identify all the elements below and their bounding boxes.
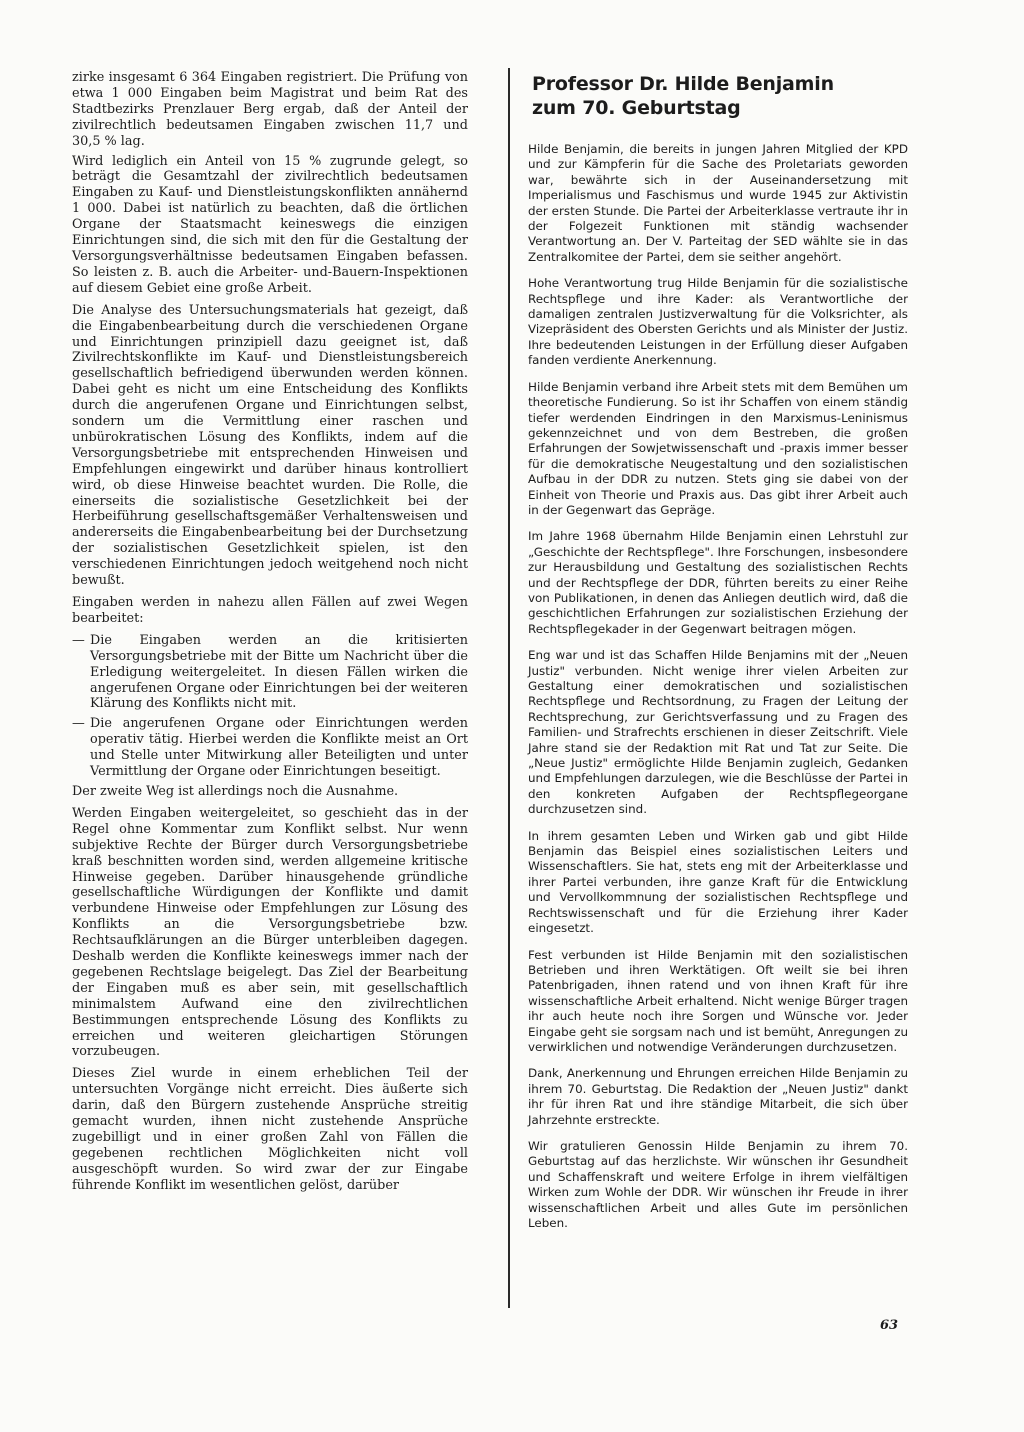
article-headline <box>532 72 908 120</box>
paragraph: Die Analyse des Untersuchungsmaterials hat gezeigt, daß die Eingabenbearbeitung durch die verschiedenen Organe und Einrichtungen prinzipiell dazu geeignet ist, daß Zivilrechtskonflikte im Kauf- und Dienstleistungsbereich gesellschaftlich befriedigend überwunden werden können. Dabei geht es nicht um eine Entscheidung des Konflikts durch die angerufenen Organe und Einrichtungen selbst, sondern um die Vermittlung einer raschen und unbürokratischen Lösung des Konflikts, indem auf die Versorgungsbetriebe mit entsprechenden Hinweisen und Empfehlungen eingewirkt und darüber hinaus kontrolliert wird, ob diese Hinweise beachtet wurden. Die Rolle, die einerseits die sozialistische Gesetzlichkeit bei der Herbeiführung gesellschaftsgemäßer Verhaltensweisen und andererseits die Eingabenbearbeitung bei der Durchsetzung der sozialistischen Gesetzlichkeit spielen, ist den verschiedenen Einrichtungen jedoch weitgehend noch nicht bewußt. <box>72 302 468 589</box>
left-column <box>72 70 468 1200</box>
paragraph: Eng war und ist das Schaffen Hilde Benjamins mit der „Neuen Justiz" verbunden. Nicht wenige ihrer vielen Arbeiten zur Gestaltung einer demokratischen und sozialistischen Rechtspflege und Rechtsordnung, zu Fragen der Leitung der Rechtsprechung, zur Gerichtsverfassung und zu Fragen des Familien- und Strafrechts erschienen in dieser Zeitschrift. Viele Jahre stand sie der Redaktion mit Rat und Tat zur Seite. Die „Neue Justiz" ermöglichte Hilde Benjamin zugleich, Gedanken und Empfehlungen darzulegen, wie die Beschlüsse der Partei in den konkreten Aufgaben der Rechtspflegeorgane durchzusetzen sind. <box>528 648 908 817</box>
bullet-list <box>72 633 468 780</box>
dash-marker: — <box>72 716 85 732</box>
paragraph: Der zweite Weg ist allerdings noch die Ausnahme. <box>72 783 399 799</box>
page-number: 63 <box>880 1318 899 1333</box>
paragraph: Werden Eingaben weitergeleitet, so geschieht das in der Regel ohne Kommentar zum Konflikt selbst. Nur wenn subjektive Rechte der Bürger durch Versorgungsbetriebe kraß beschnitten worden sind, werden allgemeine kritische Hinweise gegeben. Darüber hinausgehende gründliche gesellschaftliche Würdigungen der Konflikte und damit verbundene Hinweise oder Empfehlungen zur Lösung des Konflikts an die Versorgungsbetriebe bzw. Rechtsaufklärungen an die Bürger unterbleiben dagegen. Deshalb werden die Konflikte keineswegs immer nach der gegebenen Rechtslage beigelegt. Das Ziel der Bearbeitung der Eingaben muß es aber sein, mit gesellschaftlich minimalstem Aufwand eine den zivilrechtlichen Bestimmungen entsprechende Lösung des Konflikts zu erreichen und weiteren gleichartigen Störungen vorzubeugen. <box>72 805 468 1060</box>
dash-marker: — <box>72 632 85 648</box>
paragraph: Hilde Benjamin verband ihre Arbeit stets mit dem Bemühen um theoretische Fundierung. So ist ihr Schaffen von einem ständig tiefer werdenden Eindringen in den Marxismus-Leninismus gekennzeichnet und von dem Bestreben, die großen Erfahrungen der Sowjetwissenschaft und -praxis immer besser für die demokratische Neugestaltung und den sozialistischen Aufbau in der DDR zu nutzen. Stets ging sie dabei von der Einheit von Theorie und Praxis aus. Das gibt ihrer Arbeit auch in der Gegenwart das Gepräge. <box>528 379 908 517</box>
list-item-text: Die angerufenen Organe oder Einrichtungen werden operativ tätig. Hierbei werden die Konflikte meist an Ort und Stelle unter Mitwirkung aller Beteiligten und unter Vermittlung der Organe oder Einrichtungen beseitigt. <box>90 716 468 780</box>
paragraph: Dieses Ziel wurde in einem erheblichen Teil der untersuchten Vorgänge nicht erreicht. Dies äußerte sich darin, daß den Bürgern zustehende Ansprüche streitig gemacht wurden, ihnen nicht zustehende Ansprüche zugebilligt und in einer großen Zahl von Fällen die gegebenen rechtlichen Möglichkeiten nicht voll ausgeschöpft wurden. So wird zwar der zur Eingabe führende Konflikt im wesentlichen gelöst, darüber <box>72 1066 468 1193</box>
column-divider <box>508 68 510 1308</box>
paragraph: In ihrem gesamten Leben und Wirken gab und gibt Hilde Benjamin das Beispiel eines sozialistischen Leiters und Wissenschaftlers. Sie hat, stets eng mit der Arbeiterklasse und ihrer Partei verbunden, ihre ganze Kraft für die Entwicklung und Vervollkommnung der sozialistischen Rechtspflege und Rechtswissenschaft und für die Erziehung ihrer Kader eingesetzt. <box>528 828 908 936</box>
paragraph: zirke insgesamt 6 364 Eingaben registriert. Die Prüfung von etwa 1 000 Eingaben beim Magistrat und beim Rat des Stadtbezirks Prenzlauer Berg ergab, daß der Anteil der zivilrechtlich bedeutsamen Eingaben zwischen 11,7 und 30,5 % lag. <box>72 70 468 149</box>
headline-line: Professor Dr. Hilde Benjamin <box>532 73 834 95</box>
list-item-text: Die Eingaben werden an die kritisierten Versorgungsbetriebe mit der Bitte um Nachricht über die Erledigung weitergeleitet. In diesen Fällen wirken die angerufenen Organe oder Einrichtungen bei der weiteren Klärung des Konflikts nicht mit. <box>90 632 468 712</box>
list-item <box>72 716 468 780</box>
paragraph: Dank, Anerkennung und Ehrungen erreichen Hilde Benjamin zu ihrem 70. Geburtstag. Die Redaktion der „Neuen Justiz" dankt ihr für ihren Rat und ihre ständige Mitarbeit, die sich über Jahrzehnte erstreckte. <box>528 1066 908 1127</box>
paragraph: Hilde Benjamin, die bereits in jungen Jahren Mitglied der KPD und zur Kämpferin für die Sache des Proletariats geworden war, bewährte sich in der Auseinandersetzung mit Imperialismus und Faschismus und wurde 1945 zur Aktivistin der ersten Stunde. Die Partei der Arbeiterklasse vertraute ihr in der Folgezeit Funktionen mit ständig wachsender Verantwortung an. Der V. Parteitag der SED wählte sie in das Zentralkomitee der Partei, dem sie seither angehört. <box>528 142 908 264</box>
list-item <box>72 633 468 713</box>
paragraph: Wird lediglich ein Anteil von 15 % zugrunde gelegt, so beträgt die Gesamtzahl der zivilrechtlich bedeutsamen Eingaben zu Kauf- und Dienstleistungskonflikten annähernd 1 000. Dabei ist natürlich zu beachten, daß die örtlichen Organe der Staatsmacht keineswegs die einzigen Einrichtungen sind, die sich mit den für die Gestaltung der Versorgungsverhältnisse bedeutsamen Eingaben befassen. So leisten z. B. auch die Arbeiter- und-Bauern-Inspektionen auf diesem Gebiet eine große Arbeit. <box>72 153 468 296</box>
paragraph: Wir gratulieren Genossin Hilde Benjamin zu ihrem 70. Geburtstag auf das herzlichste. Wir wünschen ihr Gesundheit und Schaffenskraft und weitere Erfolge in ihrem vielfältigen Wirken zum Wohle der DDR. Wir wünschen ihr Freude in ihrer wissenschaftlichen Arbeit und alles Gute im persönlichen Leben. <box>528 1138 908 1230</box>
paragraph: Hohe Verantwortung trug Hilde Benjamin für die sozialistische Rechtspflege und ihre Kader: als Verantwortliche der damaligen zentralen Justizverwaltung für die Volksrichter, als Vizepräsident des Obersten Gerichts und als Minister der Justiz. Ihre bedeutenden Leistungen in der Erfüllung dieser Aufgaben fanden verdiente Anerkennung. <box>528 276 908 368</box>
right-column <box>528 72 908 1242</box>
paragraph: Im Jahre 1968 übernahm Hilde Benjamin einen Lehrstuhl zur „Geschichte der Rechtspflege". Ihre Forschungen, insbesondere zur Herausbildung und Gestaltung des sozialistischen Rechts und der Rechtspflege der DDR, führten bereits zu einer Reihe von Publikationen, in denen das Anliegen deutlich wird, daß die geschichtlichen Erfahrungen zur sozialistischen Erziehung der Rechtspflegekader in der Gegenwart beitragen mögen. <box>528 529 908 636</box>
headline-line: zum 70. Geburtstag <box>532 97 741 119</box>
paragraph: Fest verbunden ist Hilde Benjamin mit den sozialistischen Betrieben und ihren Werktätigen. Oft weilt sie bei ihren Patenbrigaden, ihnen ratend und von ihnen Kraft für ihre wissenschaftliche Arbeit erhaltend. Nicht wenige Bürger tragen ihr auch heute noch ihre Sorgen und Wünsche vor. Jeder Eingabe geht sie sorgsam nach und ist bemüht, Anregungen zu verwirklichen und notwendige Veränderungen durchzusetzen. <box>528 947 908 1054</box>
paragraph: Eingaben werden in nahezu allen Fällen auf zwei Wegen bearbeitet: <box>72 595 468 626</box>
